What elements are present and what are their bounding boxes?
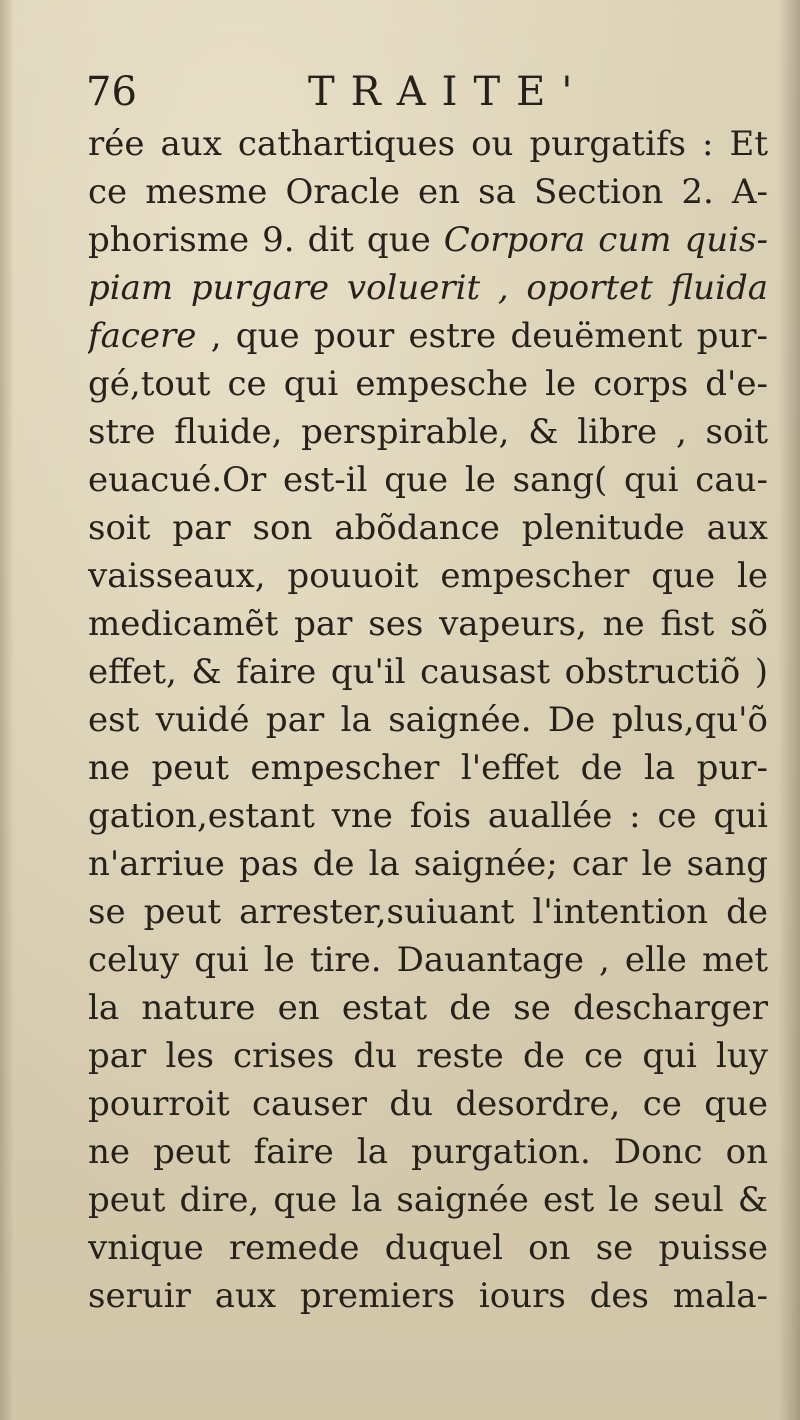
page-edge-shadow	[778, 0, 800, 1420]
text-line	[88, 216, 768, 264]
text-line: euacué.Or est-il que le sang( qui cau-	[88, 460, 768, 500]
text-segment: phorisme 9. dit que	[88, 220, 431, 260]
text-line: gation,estant vne fois auallée : ce qui	[88, 796, 768, 836]
text-line: effet, & faire qu'il causast obstructiõ )	[88, 652, 768, 692]
text-line: soit par son abõdance plenitude aux	[88, 508, 768, 548]
text-line: par les crises du reste de ce qui luy	[88, 1036, 768, 1076]
text-segment: , que pour estre deuëment pur-	[196, 316, 768, 356]
latin-quote-line: piam purgare voluerit , oportet fluida	[88, 268, 768, 308]
text-line: n'arriue pas de la saignée; car le sang	[88, 844, 768, 884]
text-line: ne peut empescher l'effet de la pur-	[88, 748, 768, 788]
text-line: se peut arrester,suiuant l'intention de	[88, 892, 768, 932]
text-line: ce mesme Oracle en sa Section 2. A-	[88, 172, 768, 212]
text-line: peut dire, que la saignée est le seul &	[88, 1180, 768, 1220]
text-line: la nature en estat de se descharger	[88, 988, 768, 1028]
text-line: vaisseaux, pouuoit empescher que le	[88, 556, 768, 596]
text-line: pourroit causer du desordre, ce que	[88, 1084, 768, 1124]
text-line: medicamẽt par ses vapeurs, ne fist sõ	[88, 604, 768, 644]
latin-quote-segment: facere	[88, 316, 197, 356]
text-line: ne peut faire la purgation. Donc on	[88, 1132, 768, 1172]
text-line: gé,tout ce qui empesche le corps d'e-	[88, 364, 768, 404]
page-gutter-shadow	[0, 0, 14, 1420]
text-line: vnique remede duquel on se puisse	[88, 1228, 768, 1268]
text-line: celuy qui le tire. Dauantage , elle met	[88, 940, 768, 980]
text-line: est vuidé par la saignée. De plus,qu'õ	[88, 700, 768, 740]
body-text	[88, 120, 768, 1320]
running-head: TRAITE'	[308, 69, 589, 115]
text-line: seruir aux premiers iours des mala-	[88, 1276, 768, 1316]
page-header	[86, 66, 760, 118]
page-number: 76	[86, 69, 137, 115]
text-line: stre fluide, perspirable, & libre , soit	[88, 412, 768, 452]
latin-quote-segment: Corpora cum quis-	[443, 220, 768, 260]
text-line	[88, 312, 768, 360]
text-line: rée aux cathartiques ou purgatifs : Et	[88, 124, 768, 164]
